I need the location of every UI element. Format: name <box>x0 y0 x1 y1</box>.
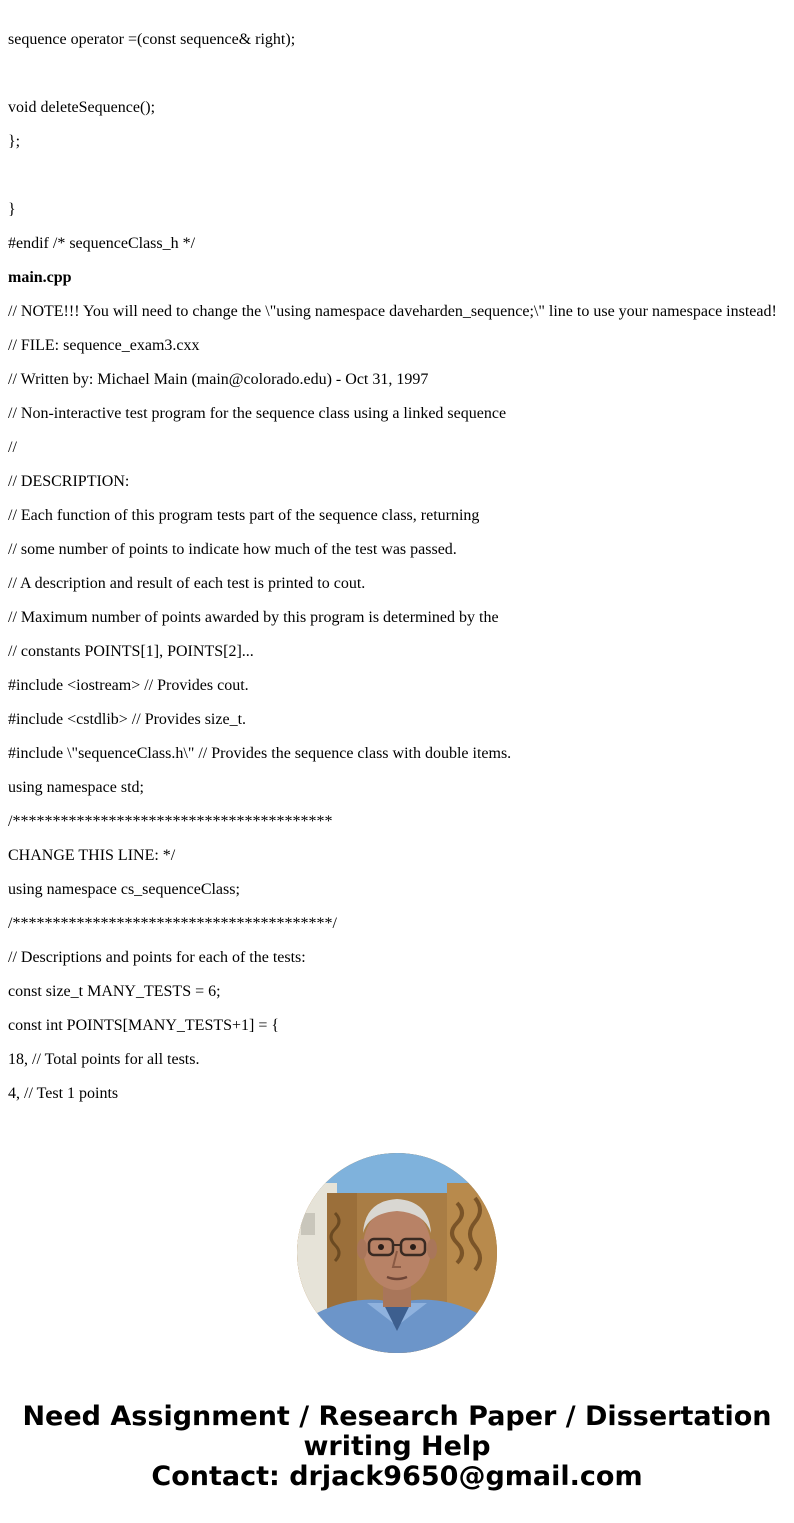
code-line: // NOTE!!! You will need to change the \"using namespace daveharden_sequence;\" line to use your namespace instead! <box>8 303 777 320</box>
person-photo-icon <box>297 1153 497 1353</box>
code-line: }; <box>8 133 21 150</box>
banner-line: writing Help <box>303 1431 491 1462</box>
code-line: #endif /* sequenceClass_h */ <box>8 235 196 252</box>
code-line: // some number of points to indicate how much of the test was passed. <box>8 541 457 558</box>
code-line: const size_t MANY_TESTS = 6; <box>8 983 221 1000</box>
contact-email: Contact: drjack9650@gmail.com <box>151 1461 643 1492</box>
code-line: // DESCRIPTION: <box>8 473 130 490</box>
code-line: // <box>8 439 17 456</box>
code-line: using namespace cs_sequenceClass; <box>8 881 240 898</box>
code-line: #include \"sequenceClass.h\" // Provides the sequence class with double items. <box>8 745 512 762</box>
code-line: void deleteSequence(); <box>8 99 156 116</box>
code-line: } <box>8 201 16 218</box>
code-line: using namespace std; <box>8 779 144 796</box>
code-line: CHANGE THIS LINE: */ <box>8 847 176 864</box>
avatar <box>297 1153 497 1353</box>
file-heading: main.cpp <box>8 269 72 286</box>
code-line: // FILE: sequence_exam3.cxx <box>8 337 200 354</box>
code-line: #include <cstdlib> // Provides size_t. <box>8 711 247 728</box>
code-line: /****************************************/ <box>8 915 337 932</box>
code-line: // A description and result of each test is printed to cout. <box>8 575 366 592</box>
code-line: #include <iostream> // Provides cout. <box>8 677 249 694</box>
contact-banner <box>0 1402 794 1492</box>
code-line: // Each function of this program tests part of the sequence class, returning <box>8 507 480 524</box>
banner-line: Need Assignment / Research Paper / Dissertation <box>22 1401 772 1432</box>
code-line: const int POINTS[MANY_TESTS+1] = { <box>8 1017 280 1034</box>
code-line: // Maximum number of points awarded by this program is determined by the <box>8 609 499 626</box>
code-line: // Written by: Michael Main (main@colorado.edu) - Oct 31, 1997 <box>8 371 429 388</box>
code-line: /**************************************** <box>8 813 333 830</box>
code-line: // constants POINTS[1], POINTS[2]... <box>8 643 254 660</box>
code-line: sequence operator =(const sequence& right); <box>8 31 296 48</box>
code-line: // Descriptions and points for each of the tests: <box>8 949 306 966</box>
code-line: 18, // Total points for all tests. <box>8 1051 200 1068</box>
code-line: 4, // Test 1 points <box>8 1085 119 1102</box>
code-line: // Non-interactive test program for the sequence class using a linked sequence <box>8 405 507 422</box>
